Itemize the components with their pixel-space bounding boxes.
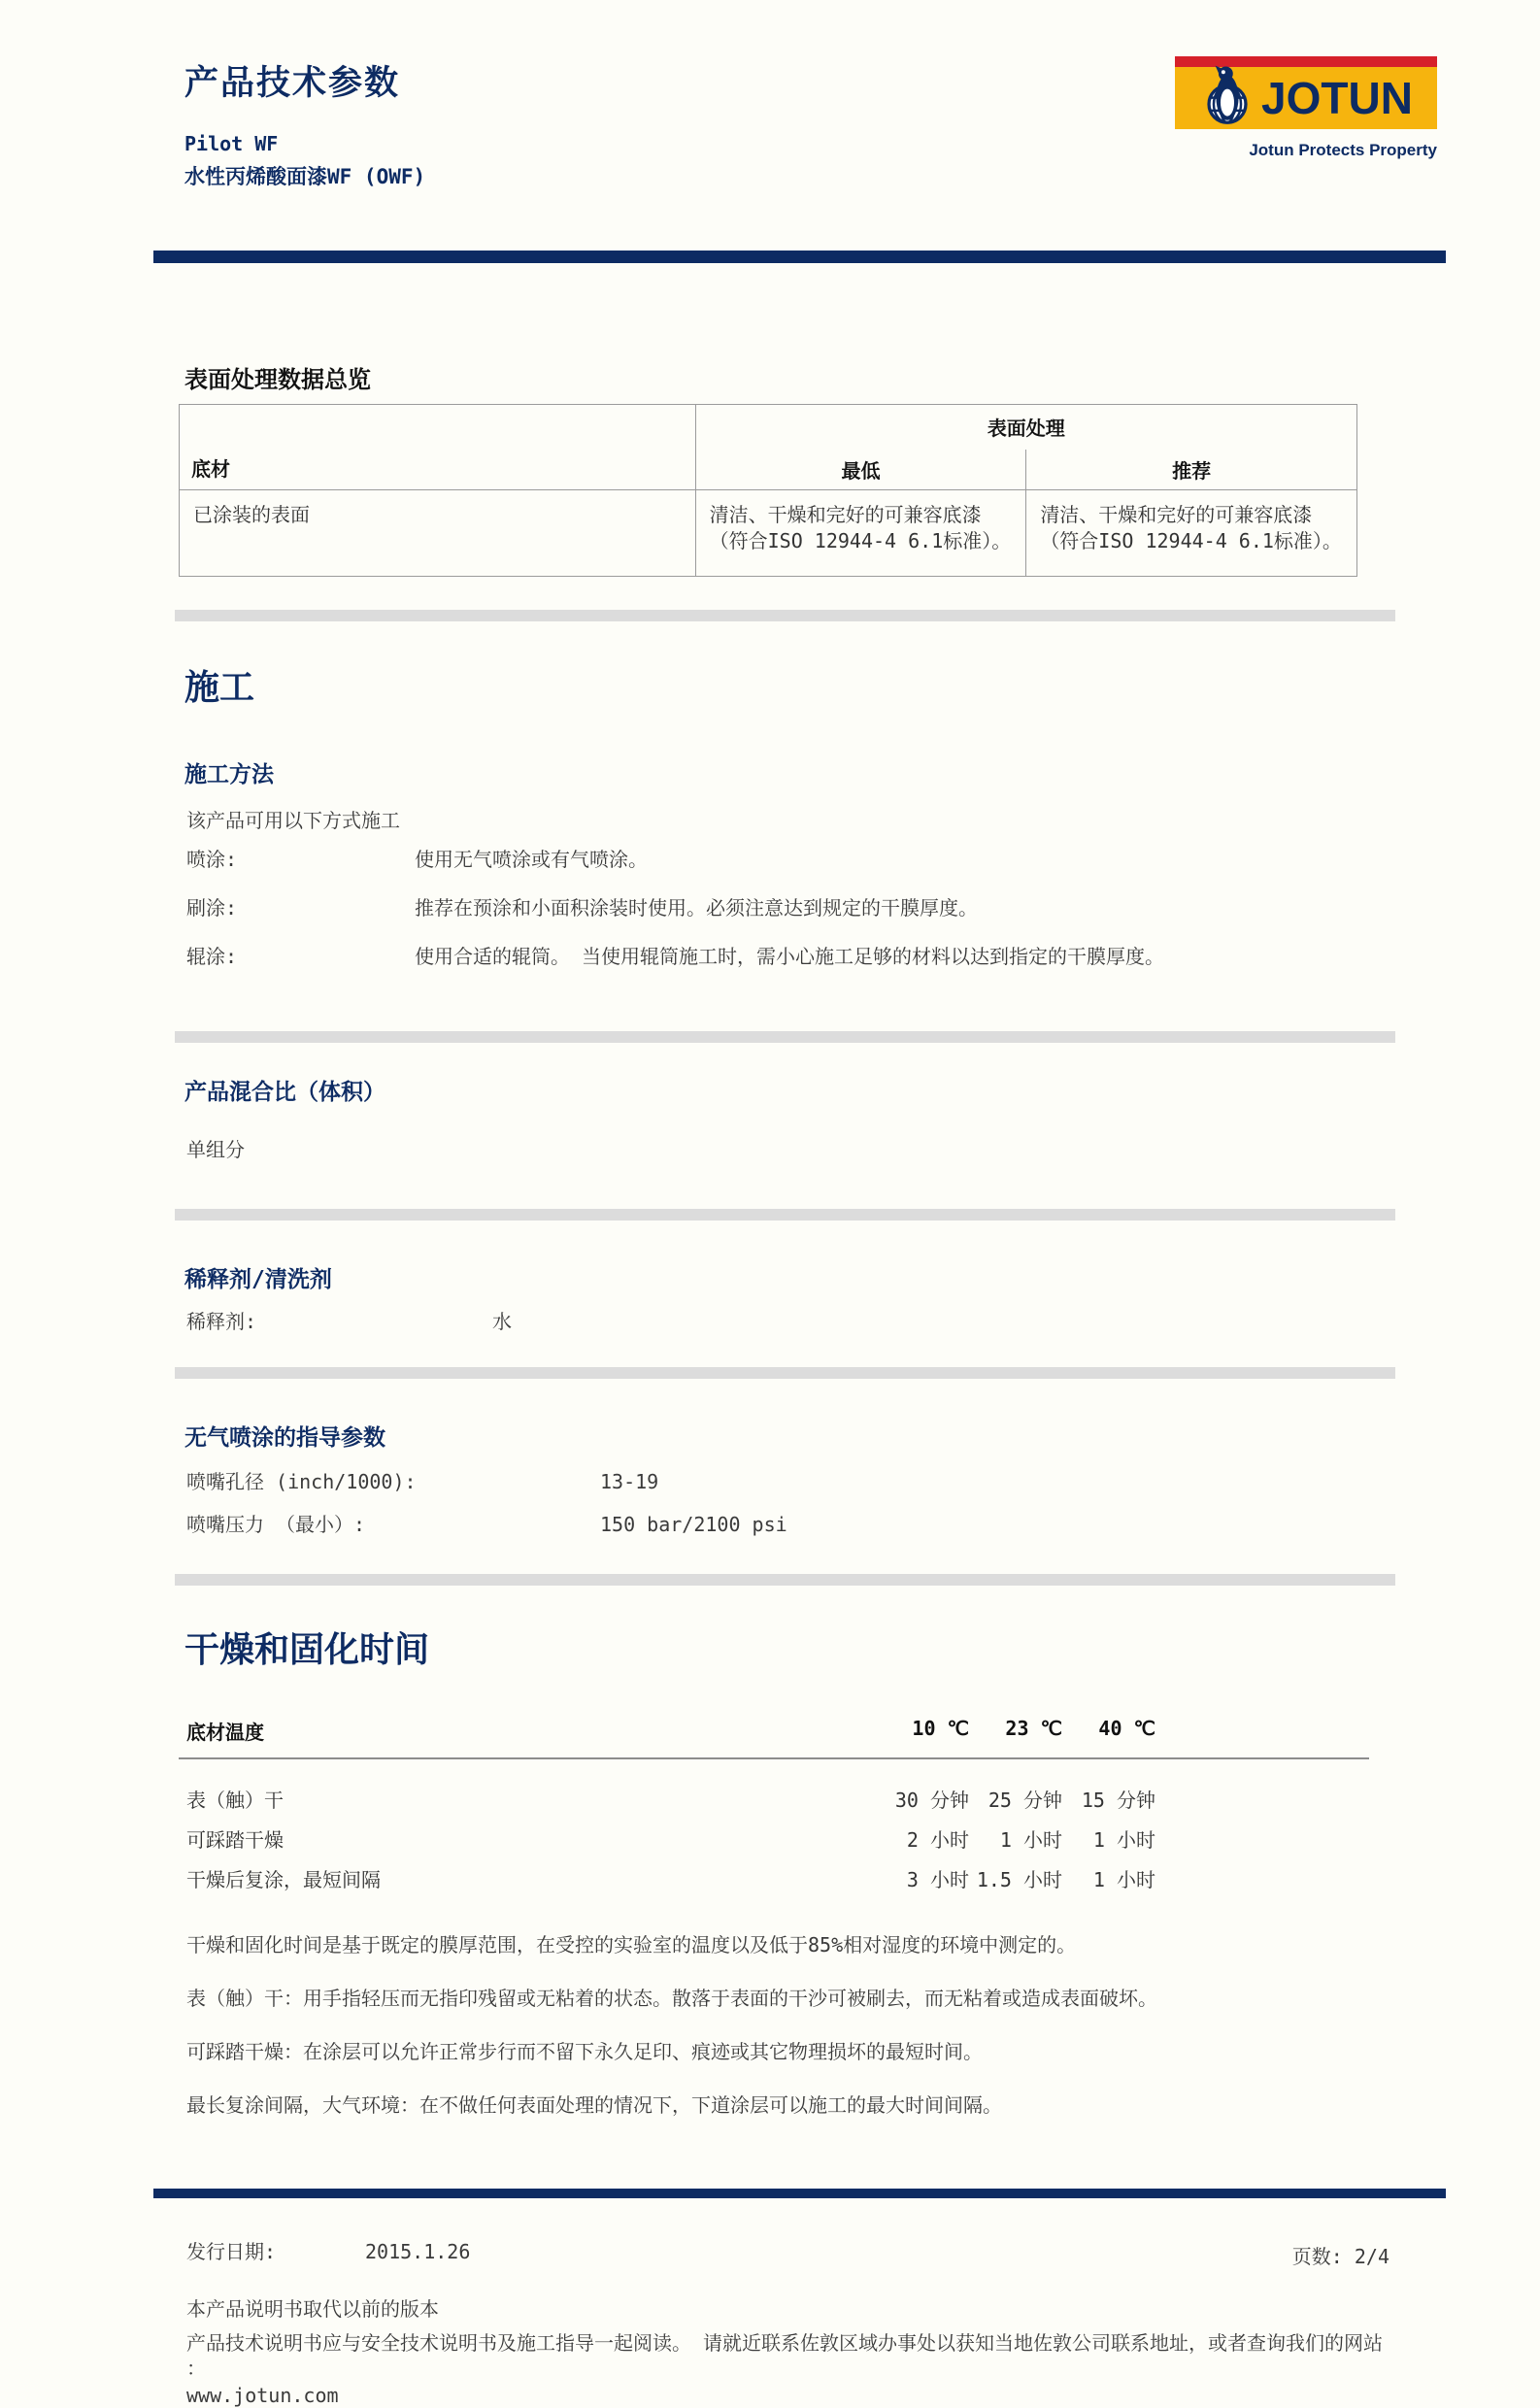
col-header-substrate: 底材: [180, 405, 696, 490]
temperature-headers: [876, 1717, 1155, 1745]
jotun-logo: [1175, 56, 1437, 129]
footer-note-read-with: 产品技术说明书应与安全技术说明书及施工指导一起阅读。 请就近联系佐敦区域办事处以获知当地佐敦公司联系地址，或者查询我们的网站 ：: [186, 2331, 1384, 2380]
section-divider: [175, 610, 1395, 621]
cell-substrate: 已涂装的表面: [193, 503, 310, 526]
subheading-airless-spray: 无气喷涂的指导参数: [184, 1425, 385, 1451]
logo-tagline: Jotun Protects Property: [1249, 141, 1437, 159]
drying-value: 1 小时: [999, 1828, 1062, 1852]
mixing-ratio-value: 单组分: [186, 1138, 245, 1161]
drying-value: 3 小时: [906, 1868, 969, 1891]
surface-prep-table: [179, 404, 1357, 577]
drying-note: 最长复涂间隔，大气环境：在不做任何表面处理的情况下，下道涂层可以施工的最大时间间隔。: [186, 2093, 1002, 2117]
col-header-minimum: 最低: [695, 450, 1026, 490]
airless-label: 喷嘴孔径 (inch/1000):: [186, 1470, 417, 1493]
table-row-touch-dry: [179, 1785, 1369, 1813]
product-name: Pilot WF: [184, 132, 279, 155]
method-row-spray: [186, 849, 1540, 870]
temp-header-40c: 40 ℃: [1098, 1717, 1155, 1740]
section-divider: [175, 1031, 1395, 1043]
method-row-brush: [186, 897, 1540, 919]
section-heading-drying: 干燥和固化时间: [184, 1630, 430, 1670]
airless-row-nozzle-tip: [186, 1471, 1540, 1492]
subheading-application-methods: 施工方法: [184, 762, 274, 787]
table-row: [180, 490, 1357, 577]
airless-row-nozzle-pressure: [186, 1514, 1540, 1535]
page-title: 产品技术参数: [184, 64, 401, 103]
col-header-recommended: 推荐: [1026, 450, 1357, 490]
method-value: 使用合适的辊筒。 当使用辊筒施工时，需小心施工足够的材料以达到指定的干膜厚度。: [415, 945, 1165, 968]
method-label: 喷涂:: [186, 848, 238, 871]
method-label: 辊涂:: [186, 945, 238, 968]
drying-row-label: 表（触）干: [186, 1789, 284, 1812]
drying-value: 15 分钟: [1081, 1789, 1155, 1812]
section-divider: [175, 1209, 1395, 1221]
drying-table-header: [179, 1717, 1369, 1759]
brand-block: [1175, 56, 1437, 160]
col-group-header-surface-prep: 表面处理: [695, 405, 1356, 450]
footer-website: www.jotun.com: [186, 2384, 339, 2407]
issue-date-label: 发行日期:: [186, 2240, 277, 2263]
header-divider-bar: [153, 251, 1446, 263]
jotun-wordmark: JOTUN: [1261, 73, 1413, 123]
drying-note: 干燥和固化时间是基于既定的膜厚范围，在受控的实验室的温度以及低于85%相对湿度的环境中测定的。: [186, 1933, 1077, 1956]
drying-value: 1.5 小时: [976, 1868, 1062, 1891]
subheading-mixing-ratio: 产品混合比（体积）: [184, 1080, 385, 1105]
section-divider: [175, 1367, 1395, 1379]
application-methods-intro: 该产品可用以下方式施工: [186, 809, 400, 832]
airless-label: 喷嘴压力 （最小）:: [186, 1513, 366, 1536]
thinner-row: [186, 1311, 1540, 1332]
thinner-value: 水: [492, 1310, 512, 1333]
title-block: [184, 56, 425, 190]
footer-divider-bar: [153, 2189, 1446, 2198]
drying-value: 30 分钟: [894, 1789, 969, 1812]
section-divider: [175, 1574, 1395, 1586]
table-row-walk-on-dry: [179, 1824, 1369, 1853]
footer-note-replaces: 本产品说明书取代以前的版本: [186, 2297, 439, 2321]
masthead: [184, 56, 1437, 190]
airless-value: 150 bar/2100 psi: [600, 1513, 787, 1536]
drying-value: 1 小时: [1092, 1828, 1155, 1852]
issue-date-value: 2015.1.26: [365, 2240, 471, 2263]
method-value: 使用无气喷涂或有气喷涂。: [415, 848, 648, 871]
drying-table: [179, 1717, 1369, 1892]
subheading-thinner: 稀释剂/清洗剂: [184, 1267, 332, 1292]
footer-meta-row: [186, 2241, 1389, 2269]
drying-value: 25 分钟: [988, 1789, 1062, 1812]
drying-note: 表（触）干：用手指轻压而无指印残留或无粘着的状态。散落于表面的干沙可被刷去，而无粘着或造成表面破坏。: [186, 1987, 1157, 2010]
thinner-label: 稀释剂:: [186, 1310, 257, 1333]
table-row-recoat-interval: [179, 1864, 1369, 1892]
logo-yellow-field: [1175, 67, 1437, 129]
drying-row-label: 干燥后复涂，最短间隔: [186, 1868, 381, 1891]
drying-value: 2 小时: [906, 1828, 969, 1852]
cell-minimum: 清洁、干燥和完好的可兼容底漆（符合ISO 12944-4 6.1标准）。: [695, 490, 1026, 577]
drying-row-header: 底材温度: [186, 1721, 264, 1744]
method-value: 推荐在预涂和小面积涂装时使用。必须注意达到规定的干膜厚度。: [415, 896, 978, 920]
drying-note: 可踩踏干燥：在涂层可以允许正常步行而不留下永久足印、痕迹或其它物理损坏的最短时间。: [186, 2040, 983, 2063]
temp-header-23c: 23 ℃: [1005, 1717, 1062, 1740]
method-row-roller: [186, 946, 1540, 967]
issue-date-row: [186, 2241, 470, 2269]
method-label: 刷涂:: [186, 896, 238, 920]
product-subtitle: 水性丙烯酸面漆WF (OWF): [184, 165, 426, 188]
section-heading-surface-prep: 表面处理数据总览: [184, 366, 371, 393]
penguin-globe-icon: [1199, 64, 1255, 133]
drying-value: 1 小时: [1092, 1868, 1155, 1891]
page-number: 页数: 2/4: [1291, 2245, 1389, 2268]
drying-row-label: 可踩踏干燥: [186, 1828, 284, 1852]
airless-value: 13-19: [600, 1470, 659, 1493]
section-heading-application: 施工: [184, 668, 255, 708]
cell-recommended: 清洁、干燥和完好的可兼容底漆（符合ISO 12944-4 6.1标准）。: [1026, 490, 1357, 577]
temp-header-10c: 10 ℃: [912, 1717, 969, 1740]
